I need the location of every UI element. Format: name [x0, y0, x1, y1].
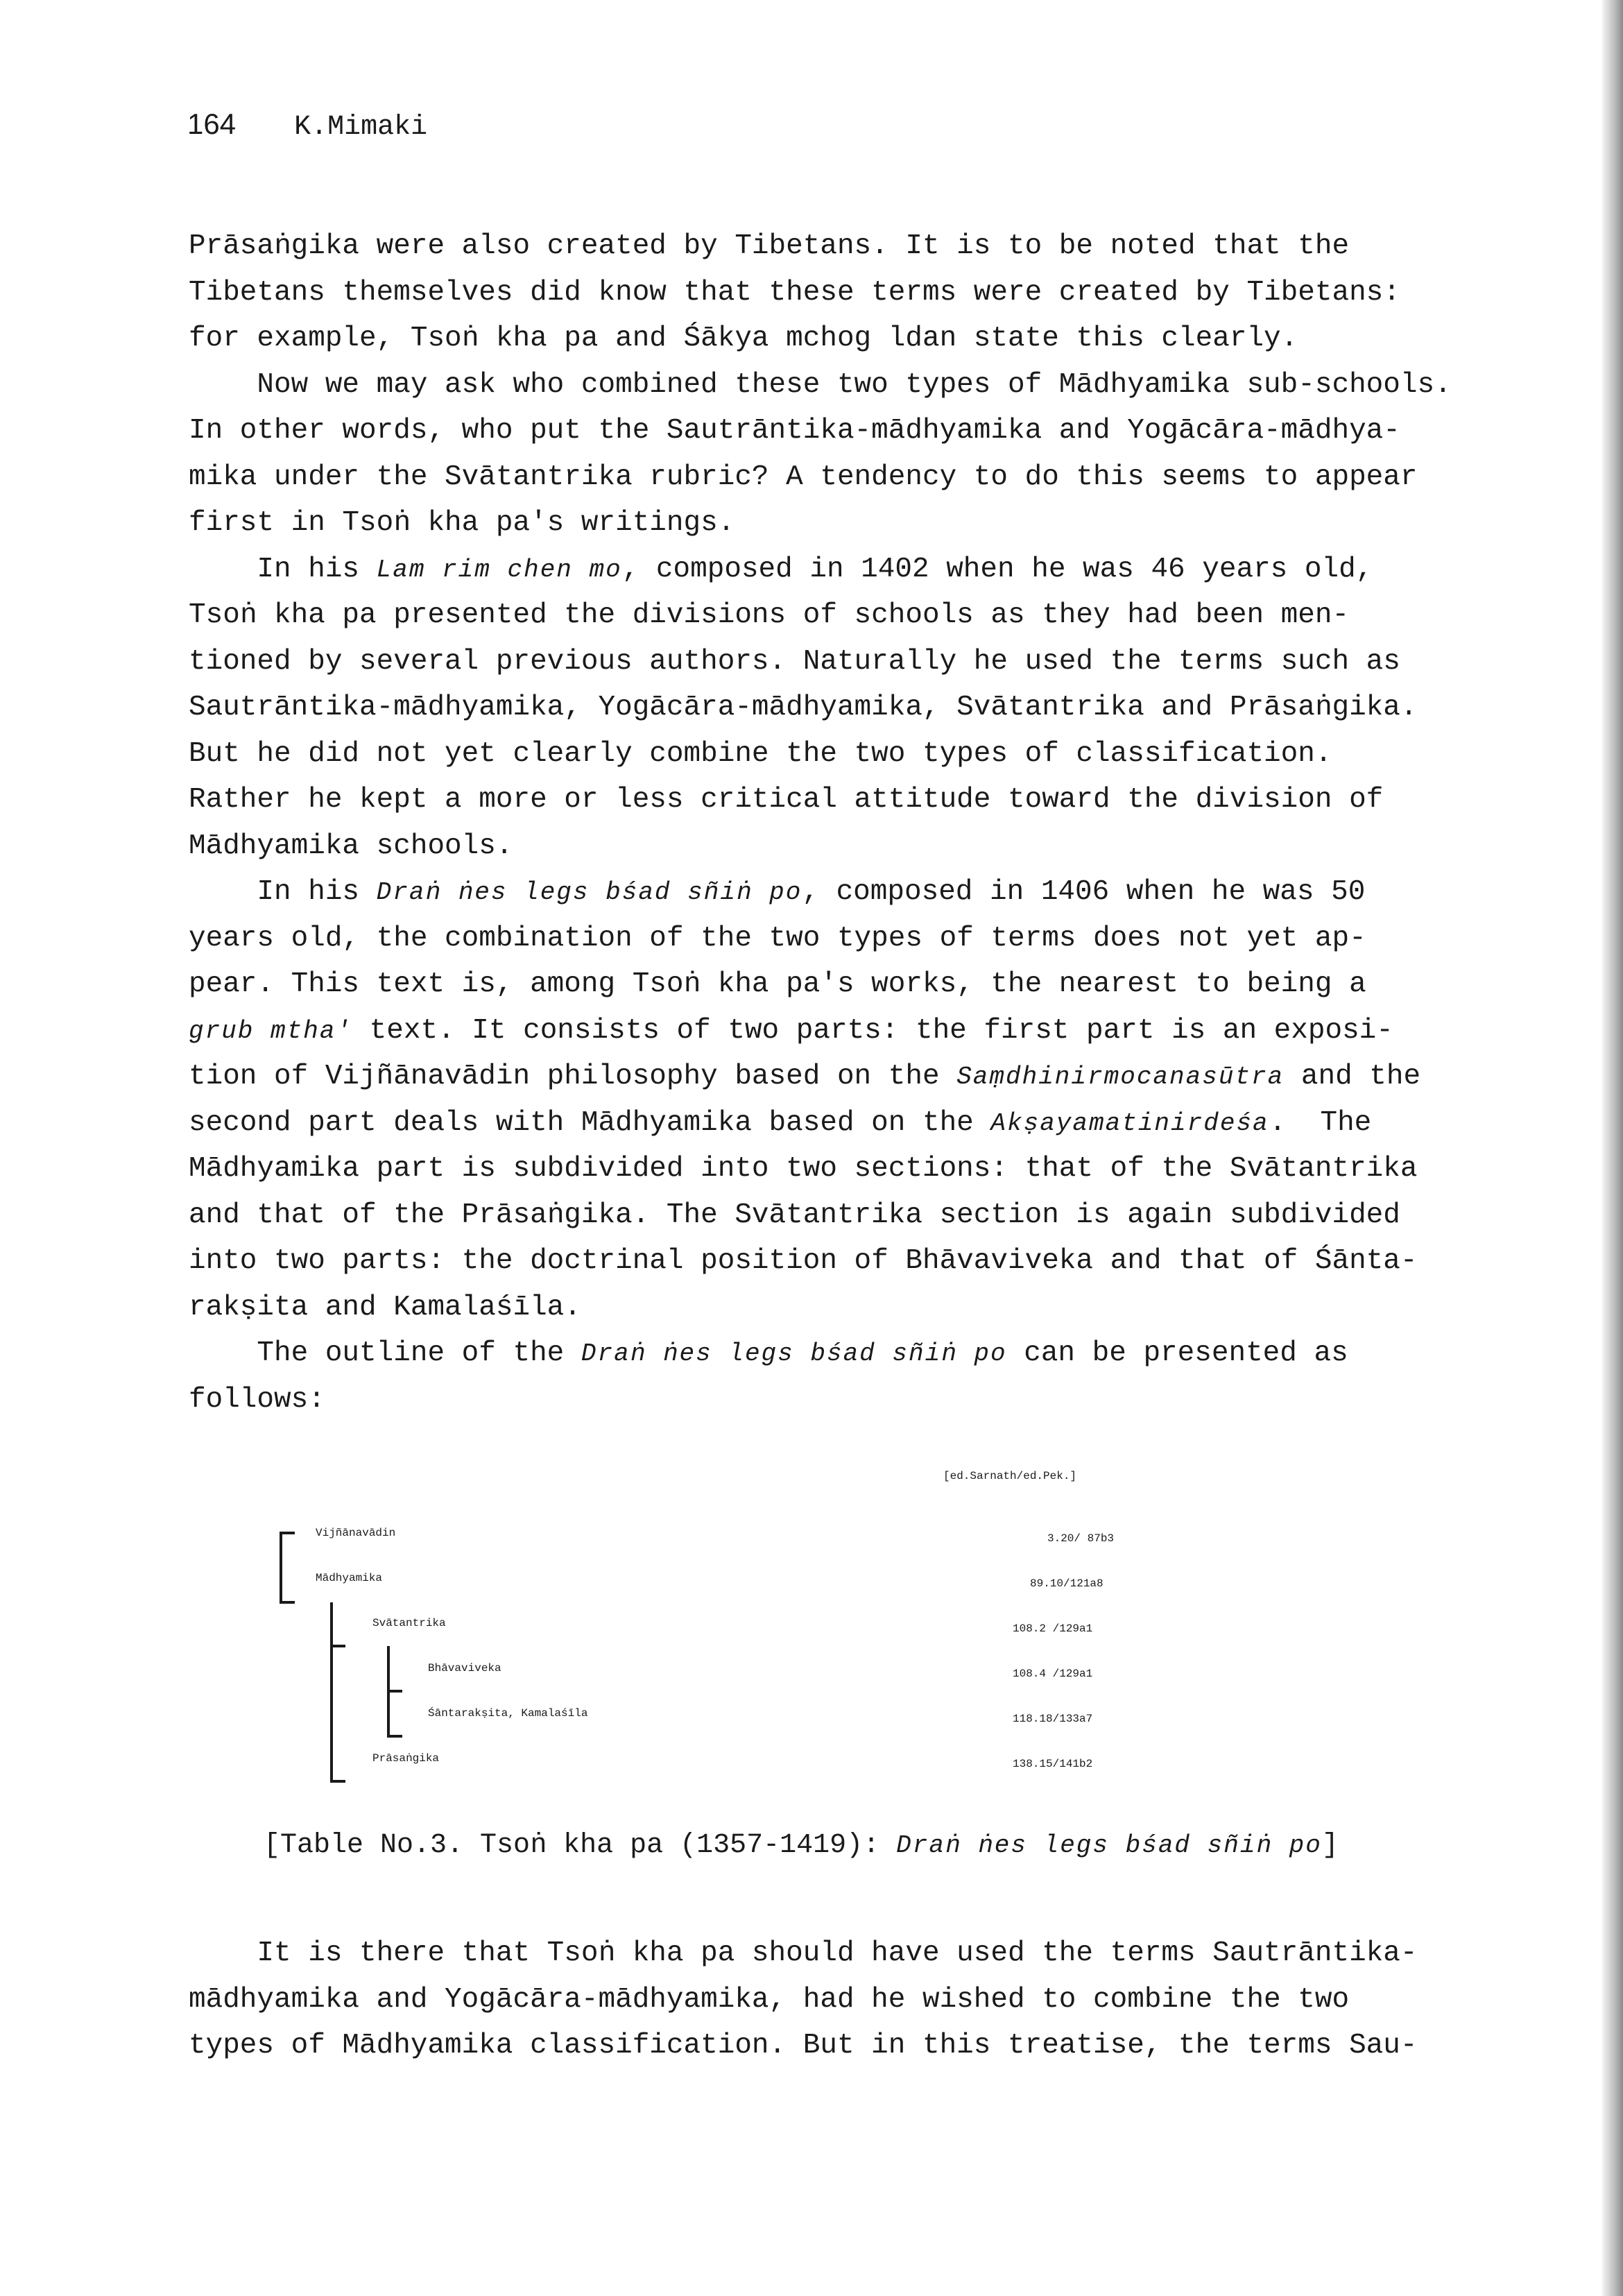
table-row-ref: 118.18/133a7 — [1013, 1713, 1093, 1725]
table-ref-header: [ed.Sarnath/ed.Pek.] — [943, 1470, 1077, 1482]
text-span: Tsoṅ kha pa presented the divisions of schools as they had been men- — [189, 599, 1350, 631]
text-span: Mādhyamika part is subdivided into two sections: that of the Svātantrika — [189, 1153, 1418, 1185]
text-span: It is there that Tsoṅ kha pa should have used the terms Sautrāntika- — [189, 1937, 1418, 1969]
table-row-ref: 138.15/141b2 — [1013, 1758, 1093, 1770]
running-head: K.Mimaki — [294, 112, 428, 143]
text-span: first in Tsoṅ kha pa's writings. — [189, 507, 735, 539]
table-row-ref: 108.4 /129a1 — [1013, 1668, 1093, 1680]
table-caption-title: Draṅ ṅes legs bśad sñiṅ po — [896, 1831, 1322, 1860]
text-line — [189, 2023, 1527, 2069]
bracket-level-2 — [332, 1602, 345, 1781]
table-row-label: Bhāvaviveka — [428, 1662, 501, 1674]
text-span: years old, the combination of the two types of terms does not yet ap- — [189, 922, 1366, 954]
text-span: Now we may ask who combined these two types of Mādhyamika sub-schools. — [189, 368, 1452, 401]
text-span: In his — [189, 553, 377, 585]
text-span: mādhyamika and Yogācāra-mādhyamika, had he wished to combine the two — [189, 1983, 1350, 2016]
table-caption-suffix: ] — [1321, 1830, 1339, 1861]
text-span: Mādhyamika schools. — [189, 830, 513, 862]
italic-title: Saṃdhinirmocanasūtra — [956, 1063, 1285, 1091]
text-span: into two parts: the doctrinal position of Bhāvaviveka and that of Śānta- — [189, 1245, 1418, 1277]
table-row-label: Svātantrika — [372, 1617, 446, 1629]
text-span: . The — [1269, 1106, 1372, 1139]
body-text-bottom — [189, 1930, 1527, 2069]
page-number: 164 — [187, 108, 237, 140]
text-span: for example, Tsoṅ kha pa and Śākya mchog ldan state this clearly. — [189, 323, 1298, 354]
text-span: and the — [1284, 1061, 1421, 1093]
text-span: Tibetans themselves did know that these terms were created by Tibetans: — [189, 276, 1400, 309]
text-span: types of Mādhyamika classification. But in this treatise, the terms Sau- — [189, 2030, 1418, 2062]
bracket-level-1 — [281, 1533, 295, 1602]
text-span: Rather he kept a more or less critical attitude toward the division of — [189, 784, 1384, 816]
text-span: , composed in 1406 when he was 50 — [802, 876, 1366, 908]
table-row-ref: 3.20/ 87b3 — [1047, 1532, 1115, 1545]
table-row-label: Prāsaṅgika — [372, 1752, 440, 1765]
table-row-label: Mādhyamika — [316, 1572, 383, 1584]
text-span: In other words, who put the Sautrāntika-mādhyamika and Yogācāra-mādhya- — [189, 415, 1400, 447]
table-row-ref: 89.10/121a8 — [1030, 1577, 1104, 1590]
text-span: tion of Vijñānavādin philosophy based on the — [189, 1061, 957, 1093]
text-span: , composed in 1402 when he was 46 years old, — [621, 553, 1373, 585]
text-span: second part deals with Mādhyamika based on the — [189, 1106, 991, 1139]
text-span: and that of the Prāsaṅgika. The Svātantrika section is again subdivided — [189, 1199, 1400, 1231]
text-span: pear. This text is, among Tsoṅ kha pa's works, the nearest to being a — [189, 968, 1366, 1000]
text-span: Sautrāntika-mādhyamika, Yogācāra-mādhyamika, Svātantrika and Prāsaṅgika. — [189, 692, 1418, 723]
text-span: Prāsaṅgika were also created by Tibetans. It is to be noted that the — [189, 230, 1350, 262]
table-row-ref: 108.2 /129a1 — [1013, 1622, 1093, 1635]
italic-title: Draṅ ṅes legs bśad sñiṅ po — [581, 1339, 1007, 1368]
text-span: mika under the Svātantrika rubric? A tendency to do this seems to appear — [189, 461, 1418, 493]
table-caption — [264, 1830, 1339, 1861]
text-span: rakṣita and Kamalaśīla. — [189, 1291, 581, 1323]
table-row-label: Vijñānavādin — [316, 1527, 396, 1539]
italic-title: Lam rim chen mo — [376, 555, 622, 584]
text-span: In his — [189, 876, 377, 908]
text-span: follows: — [189, 1383, 325, 1416]
text-span: The outline of the — [189, 1337, 581, 1369]
italic-title: grub mtha' — [189, 1016, 353, 1045]
table-caption-prefix: [Table No.3. Tsoṅ kha pa (1357-1419): — [264, 1830, 897, 1861]
text-span: can be presented as — [1006, 1337, 1348, 1369]
text-span: tioned by several previous authors. Naturally he used the terms such as — [189, 645, 1400, 678]
text-line — [189, 1977, 1527, 2023]
table-row-label: Śāntarakṣita, Kamalaśīla — [428, 1707, 588, 1720]
text-line — [189, 1930, 1527, 1977]
text-span: text. It consists of two parts: the first part is an exposi- — [352, 1014, 1393, 1047]
italic-title: Draṅ ṅes legs bśad sñiṅ po — [376, 878, 802, 907]
text-span: But he did not yet clearly combine the two types of classification. — [189, 737, 1332, 770]
italic-title: Akṣayamatinirdeśa — [990, 1108, 1269, 1138]
